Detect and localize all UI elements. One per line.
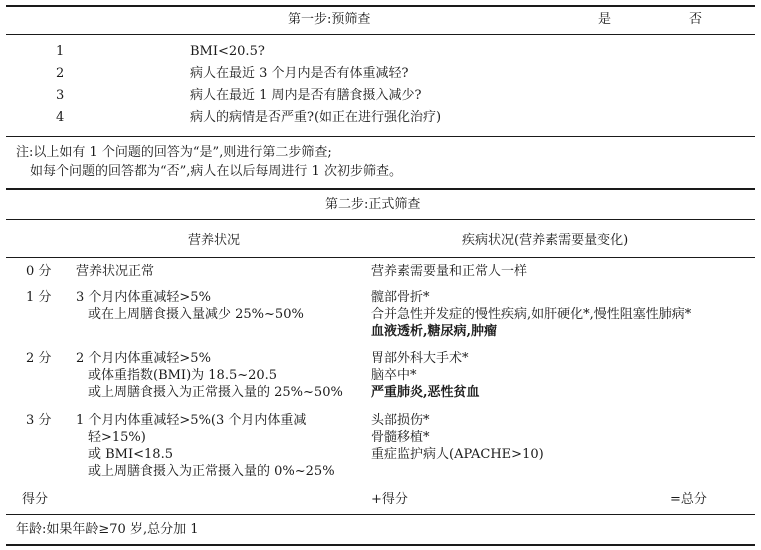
disease-text-bold: 血液透析,糖尿病,肿瘤 <box>371 324 498 339</box>
age-note: 年龄:如果年龄≥70 岁,总分加 1 <box>16 522 199 537</box>
disease-text: 髋部骨折* <box>371 290 430 305</box>
disease-text: 合并急性并发症的慢性疾病,如肝硬化*,慢性阻塞性肺病* <box>371 307 692 322</box>
score-label: 0 分 <box>26 264 52 279</box>
nutrition-text: 1 个月内体重减轻>5%(3 个月内体重减 <box>76 413 307 428</box>
bottom-rule <box>6 544 755 546</box>
nutrition-text: 营养状况正常 <box>76 264 155 279</box>
disease-text: 头部损伤* <box>371 413 430 428</box>
total-row-rule <box>6 514 755 515</box>
question-text: 病人的病情是否严重?(如正在进行强化治疗) <box>190 110 442 125</box>
question-text: 病人在最近 3 个月内是否有体重减轻? <box>190 66 409 81</box>
step2-title-rule <box>6 219 755 220</box>
question-number: 4 <box>56 110 65 125</box>
note-line-2: 如每个问题的回答都为“否”,病人在以后每周进行 1 次初步筛查。 <box>30 164 402 179</box>
score-label: 3 分 <box>26 413 52 428</box>
nutrition-text: 或上周膳食摄入为正常摄入量的 0%~25% <box>88 464 335 479</box>
step2-header-rule <box>6 257 755 258</box>
disease-text: 营养素需要量和正常人一样 <box>371 264 528 279</box>
nutrition-text: 轻>15%) <box>88 430 146 445</box>
score-label: 2 分 <box>26 351 52 366</box>
nutrition-text: 或 BMI<18.5 <box>88 447 173 462</box>
col-no-header: 否 <box>689 12 703 27</box>
equals-total: =总分 <box>670 492 707 507</box>
total-label: 得分 <box>22 492 49 507</box>
step1-header-rule <box>6 34 755 35</box>
top-rule <box>6 5 755 7</box>
step1-title: 第一步:预筛查 <box>288 12 371 27</box>
question-text: 病人在最近 1 周内是否有膳食摄入减少? <box>190 88 422 103</box>
disease-text: 脑卒中* <box>371 368 417 383</box>
step1-bottom-rule <box>6 136 755 137</box>
disease-text: 胃部外科大手术* <box>371 351 469 366</box>
plus-score: +得分 <box>371 492 408 507</box>
nutrition-text: 或体重指数(BMI)为 18.5~20.5 <box>88 368 278 383</box>
nutrition-text: 或在上周膳食摄入量减少 25%~50% <box>88 307 304 322</box>
question-number: 3 <box>56 88 65 103</box>
score-label: 1 分 <box>26 290 52 305</box>
note-line-1: 注:以上如有 1 个问题的回答为“是”,则进行第二步筛查; <box>16 145 332 160</box>
question-text: BMI<20.5? <box>190 44 265 59</box>
col-yes-header: 是 <box>598 12 612 27</box>
nutrition-text: 2 个月内体重减轻>5% <box>76 351 211 366</box>
disease-text-bold: 严重肺炎,恶性贫血 <box>371 385 480 400</box>
nutrition-text: 3 个月内体重减轻>5% <box>76 290 211 305</box>
disease-text: 重症监护病人(APACHE>10) <box>371 447 544 462</box>
disease-text: 骨髓移植* <box>371 430 430 445</box>
nutrition-text: 或上周膳食摄入为正常摄入量的 25%~50% <box>88 385 343 400</box>
question-number: 1 <box>56 44 65 59</box>
step2-title: 第二步:正式筛查 <box>325 197 421 212</box>
question-number: 2 <box>56 66 65 81</box>
col-nutrition-header: 营养状况 <box>188 233 241 248</box>
col-disease-header: 疾病状况(营养素需要量变化) <box>462 233 629 248</box>
note-bottom-rule <box>6 188 755 190</box>
